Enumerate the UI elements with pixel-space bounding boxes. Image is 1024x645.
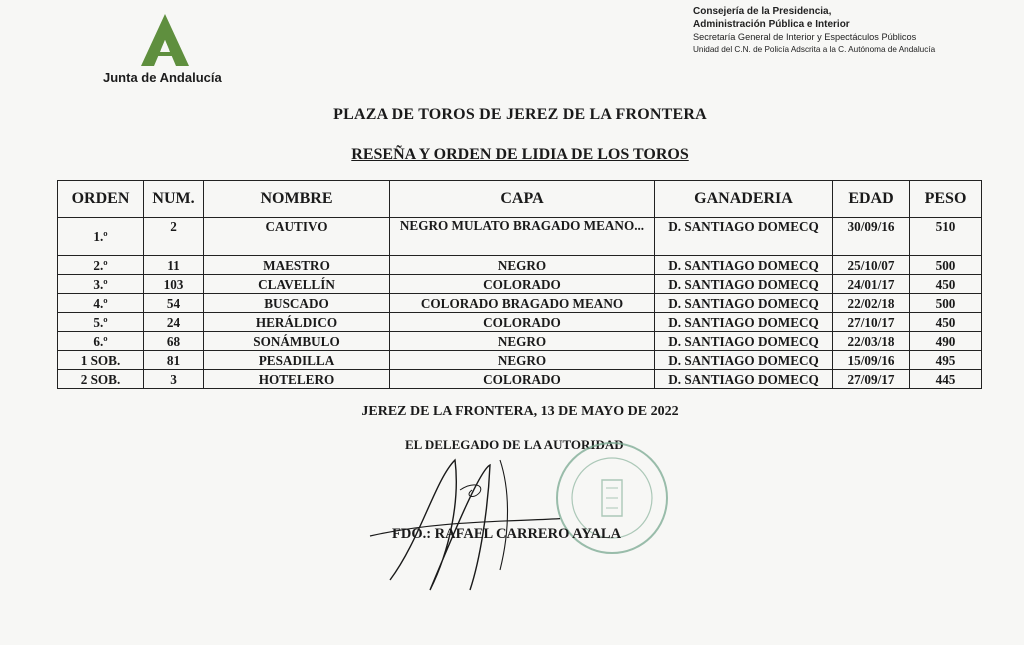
- cell-num: 24: [144, 313, 204, 332]
- table-header-row: [58, 181, 982, 218]
- cell-capa: NEGRO: [390, 256, 655, 275]
- place-and-date: JEREZ DE LA FRONTERA, 13 DE MAYO DE 2022: [361, 404, 679, 419]
- junta-logo-icon: [137, 12, 193, 68]
- cell-edad: 22/02/18: [833, 294, 910, 313]
- cell-capa: COLORADO: [390, 370, 655, 389]
- cell-nombre: PESADILLA: [204, 351, 390, 370]
- cell-edad: 30/09/16: [833, 218, 910, 256]
- table-row: [58, 313, 982, 332]
- cell-orden: 6.º: [58, 332, 144, 351]
- handwritten-signature-icon: [360, 440, 560, 600]
- cell-capa: NEGRO: [390, 351, 655, 370]
- cell-edad: 24/01/17: [833, 275, 910, 294]
- table-row: [58, 370, 982, 389]
- cell-orden: 4.º: [58, 294, 144, 313]
- cell-nombre: CAUTIVO: [204, 218, 390, 256]
- table-row: [58, 294, 982, 313]
- cell-orden: 2.º: [58, 256, 144, 275]
- issuing-authority: [693, 6, 1013, 56]
- column-header-num: NUM.: [144, 181, 204, 218]
- junta-logo: [95, 10, 235, 90]
- table-row: [58, 218, 982, 256]
- column-header-orden: ORDEN: [58, 181, 144, 218]
- cell-num: 2: [144, 218, 204, 256]
- cell-ganaderia: D. SANTIAGO DOMECQ: [655, 370, 833, 389]
- cell-ganaderia: D. SANTIAGO DOMECQ: [655, 275, 833, 294]
- cell-edad: 22/03/18: [833, 332, 910, 351]
- cell-num: 68: [144, 332, 204, 351]
- cell-ganaderia: D. SANTIAGO DOMECQ: [655, 332, 833, 351]
- cell-ganaderia: D. SANTIAGO DOMECQ: [655, 218, 833, 256]
- cell-peso: 500: [910, 256, 982, 275]
- cell-capa: NEGRO MULATO BRAGADO MEANO...: [390, 218, 655, 256]
- table-row: [58, 275, 982, 294]
- cell-orden: 1 SOB.: [58, 351, 144, 370]
- cell-nombre: HERÁLDICO: [204, 313, 390, 332]
- cell-capa: NEGRO: [390, 332, 655, 351]
- cell-orden: 3.º: [58, 275, 144, 294]
- authority-line-1: Consejería de la Presidencia,: [693, 6, 832, 17]
- column-header-ganaderia: GANADERIA: [655, 181, 833, 218]
- cell-peso: 500: [910, 294, 982, 313]
- cell-edad: 27/09/17: [833, 370, 910, 389]
- delegado-label: EL DELEGADO DE LA AUTORIDAD: [405, 437, 624, 452]
- cell-nombre: HOTELERO: [204, 370, 390, 389]
- cell-nombre: CLAVELLÍN: [204, 275, 390, 294]
- cell-ganaderia: D. SANTIAGO DOMECQ: [655, 351, 833, 370]
- cell-num: 11: [144, 256, 204, 275]
- cell-capa: COLORADO: [390, 313, 655, 332]
- cell-num: 3: [144, 370, 204, 389]
- cell-peso: 490: [910, 332, 982, 351]
- signatory-name: FDO.: RAFAEL CARRERO AYALA: [392, 526, 622, 542]
- authority-line-4: Unidad del C.N. de Policía Adscrita a la C. Autónoma de Andalucía: [693, 44, 936, 54]
- cell-edad: 27/10/17: [833, 313, 910, 332]
- cell-peso: 450: [910, 313, 982, 332]
- document-title: PLAZA DE TOROS DE JEREZ DE LA FRONTERA: [333, 106, 707, 123]
- cell-nombre: MAESTRO: [204, 256, 390, 275]
- cell-num: 54: [144, 294, 204, 313]
- cell-peso: 510: [910, 218, 982, 256]
- cell-peso: 450: [910, 275, 982, 294]
- logo-text: Junta de Andalucía: [103, 70, 222, 85]
- cell-orden: 2 SOB.: [58, 370, 144, 389]
- cell-peso: 495: [910, 351, 982, 370]
- cell-edad: 15/09/16: [833, 351, 910, 370]
- authority-line-2: Administración Pública e Interior: [693, 18, 850, 30]
- column-header-edad: EDAD: [833, 181, 910, 218]
- cell-peso: 445: [910, 370, 982, 389]
- cell-num: 103: [144, 275, 204, 294]
- cell-edad: 25/10/07: [833, 256, 910, 275]
- authority-line-3: Secretaría General de Interior y Espectáculos Públicos: [693, 32, 917, 42]
- bull-table: [57, 180, 982, 389]
- column-header-capa: CAPA: [390, 181, 655, 218]
- cell-ganaderia: D. SANTIAGO DOMECQ: [655, 313, 833, 332]
- table-row: [58, 332, 982, 351]
- cell-ganaderia: D. SANTIAGO DOMECQ: [655, 256, 833, 275]
- cell-orden: 1.º: [58, 218, 144, 256]
- column-header-nombre: NOMBRE: [204, 181, 390, 218]
- table-row: [58, 256, 982, 275]
- cell-orden: 5.º: [58, 313, 144, 332]
- table-row: [58, 351, 982, 370]
- cell-capa: COLORADO: [390, 275, 655, 294]
- column-header-peso: PESO: [910, 181, 982, 218]
- cell-nombre: BUSCADO: [204, 294, 390, 313]
- cell-capa: COLORADO BRAGADO MEANO: [390, 294, 655, 313]
- document-subtitle: RESEÑA Y ORDEN DE LIDIA DE LOS TOROS: [351, 146, 689, 163]
- cell-num: 81: [144, 351, 204, 370]
- cell-ganaderia: D. SANTIAGO DOMECQ: [655, 294, 833, 313]
- cell-nombre: SONÁMBULO: [204, 332, 390, 351]
